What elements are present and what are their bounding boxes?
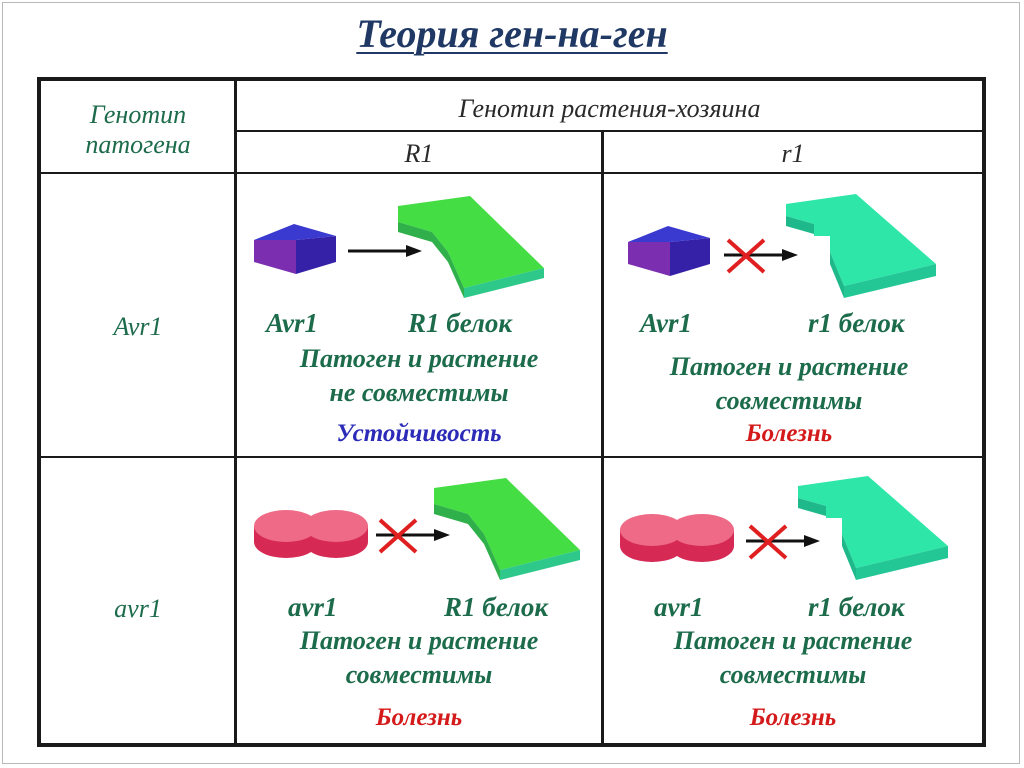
column-header-R1: R1 [404,139,434,168]
compatibility-statement [604,350,974,418]
pathogen-genotype-header [44,100,232,160]
protein-label: R1 белок [408,308,513,338]
statement-line-2: совместимы [345,660,493,689]
cross-icon [724,236,768,276]
statement-line-1: Патоген и растение [673,626,913,655]
statement-line-1: Патоген и растение [669,352,909,381]
outcome-disease: Болезнь [745,420,833,447]
r1-recessive-protein-icon [784,192,944,302]
effector-label: avr1 [288,592,338,622]
r1-protein-icon [430,474,590,584]
row-label-avr1: avr1 [114,594,162,623]
statement-line-1: Патоген и растение [299,344,539,373]
cross-icon [746,522,790,562]
effector-label: avr1 [654,592,704,622]
effector-label: Avr1 [266,308,318,338]
pathogen-genotype-line-2: патогена [85,130,191,159]
outcome-disease: Болезнь [749,704,837,731]
grid-line-host-header [234,130,982,132]
cross-icon [376,516,420,556]
compatibility-statement [604,624,982,692]
avr1-disc-icon [618,510,738,566]
row-label-Avr1: Avr1 [113,312,163,341]
host-genotype-header: Генотип растения-хозяина [458,94,761,123]
protein-label: r1 белок [808,308,905,338]
compatibility-statement [237,624,601,692]
avr1-disc-icon [252,506,372,562]
outcome-disease: Болезнь [375,704,463,731]
grid-line-row-split [41,456,982,458]
effector-label: Avr1 [640,308,692,338]
statement-line-2: не совместимы [329,378,509,407]
outcome-resistance: Устойчивость [336,420,502,447]
r1-protein-icon [394,192,554,302]
statement-line-2: совместимы [715,386,863,415]
compatibility-statement [237,342,601,410]
statement-line-1: Патоген и растение [299,626,539,655]
protein-label: R1 белок [444,592,549,622]
grid-line-header-bottom [41,172,982,174]
avr1-cube-icon [626,224,716,279]
column-header-r1: r1 [781,139,805,168]
r1-recessive-protein-icon [796,474,956,584]
pathogen-genotype-line-1: Генотип [89,100,187,129]
page-title: Теория ген-на-ген [356,11,668,56]
avr1-cube-icon [252,222,342,277]
protein-label: r1 белок [808,592,905,622]
statement-line-2: совместимы [719,660,867,689]
